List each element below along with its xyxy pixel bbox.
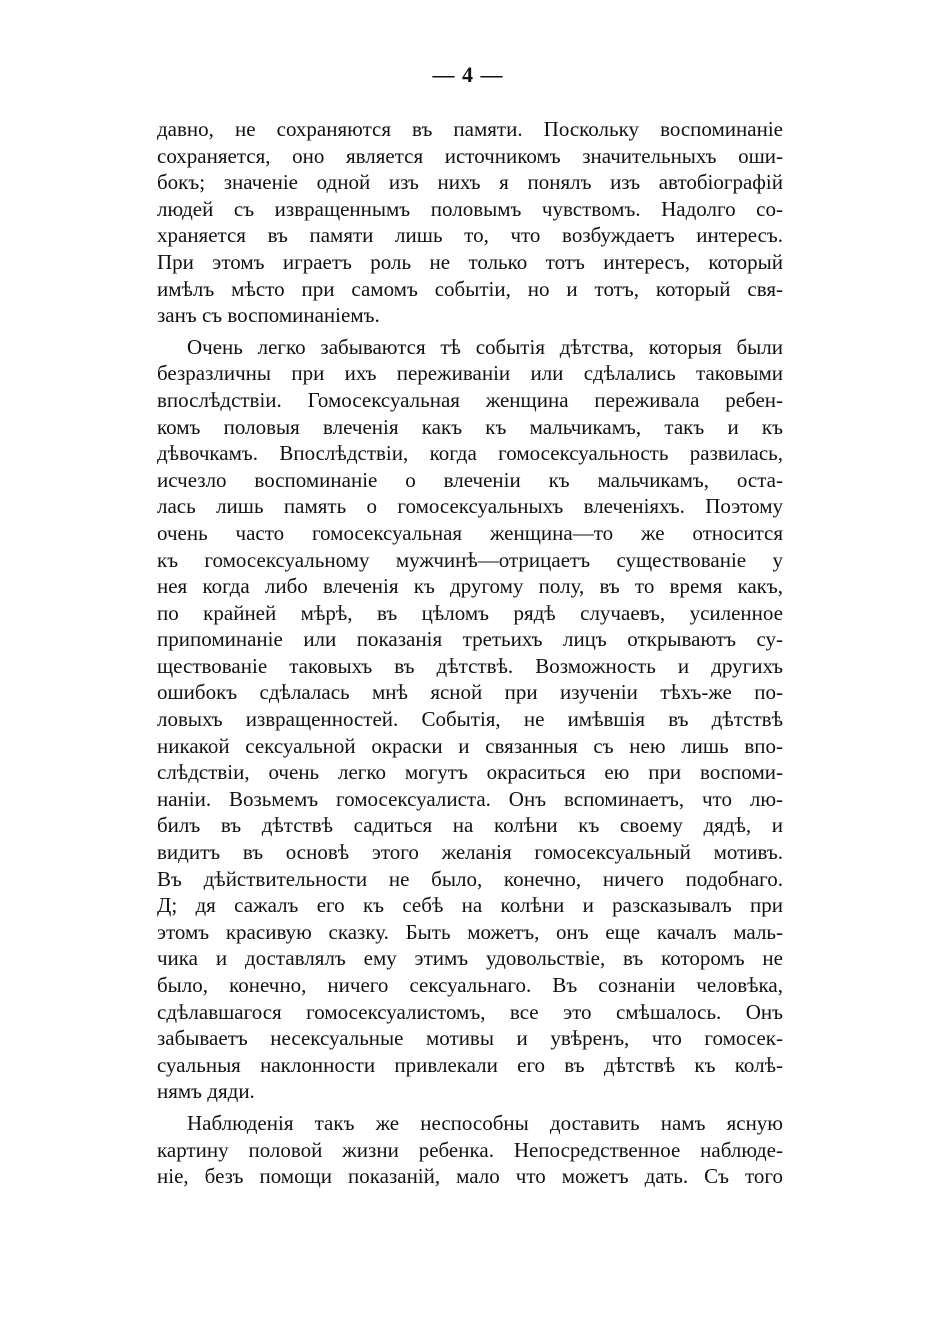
text-line: никакой сексуальной окраски и связанныя съ нею лишь впо- bbox=[157, 733, 783, 758]
text-line: занъ съ воспоминаніемъ. bbox=[157, 303, 380, 328]
text-line: лась лишь память о гомосексуальныхъ влеченіяхъ. Поэтому bbox=[157, 494, 783, 519]
paragraph-3 bbox=[157, 1110, 783, 1190]
text-line: нея когда либо влеченія къ другому полу, въ то время какъ, bbox=[157, 574, 783, 599]
text-line: забываетъ несексуальные мотивы и увѣренъ, что гомосек- bbox=[157, 1026, 783, 1051]
text-line: имѣлъ мѣсто при самомъ событіи, но и тотъ, который свя- bbox=[157, 276, 783, 301]
text-line: видитъ въ основѣ этого желанія гомосексуальный мотивъ. bbox=[157, 840, 783, 865]
text-line: ловыхъ извращенностей. Событія, не имѣвшія въ дѣтствѣ bbox=[157, 707, 783, 732]
text-line: билъ въ дѣтствѣ садиться на колѣни къ своему дядѣ, и bbox=[157, 813, 783, 838]
page-number: — 4 — bbox=[432, 62, 504, 87]
text-line: Очень легко забываются тѣ событія дѣтства, которыя были bbox=[187, 334, 783, 359]
text-line: исчезло воспоминаніе о влеченіи къ мальчикамъ, оста- bbox=[157, 467, 783, 492]
text-line: людей съ извращеннымъ половымъ чувствомъ. Надолго со- bbox=[157, 196, 783, 221]
text-line: Наблюденія такъ же неспособны доставить намъ ясную bbox=[187, 1110, 783, 1135]
text-line: храняется въ памяти лишь то, что возбуждаетъ интересъ. bbox=[157, 223, 783, 248]
paragraph-2 bbox=[157, 334, 783, 1105]
text-line: было, конечно, ничего сексуальнаго. Въ сознаніи человѣка, bbox=[157, 973, 783, 997]
text-line: къ гомосексуальному мужчинѣ—отрицаетъ существованіе у bbox=[157, 547, 783, 572]
text-line: ошибокъ сдѣлалась мнѣ ясной при изученіи тѣхъ-же по- bbox=[157, 680, 783, 705]
text-line: нямъ дяди. bbox=[157, 1079, 255, 1104]
text-line: комъ половыя влеченія какъ къ мальчикамъ, такъ и къ bbox=[157, 414, 783, 439]
text-line: суальныя наклонности привлекали его въ дѣтствѣ къ колѣ- bbox=[157, 1052, 783, 1077]
text-line: сохраняется, оно является источникомъ значительныхъ оши- bbox=[157, 143, 783, 168]
text-line: Д; дя сажалъ его къ себѣ на колѣни и разсказывалъ при bbox=[157, 893, 783, 918]
text-line: этомъ красивую сказку. Быть можетъ, онъ еще качалъ маль- bbox=[157, 919, 783, 944]
text-line: картину половой жизни ребенка. Непосредственное наблюде- bbox=[157, 1137, 783, 1162]
text-line: припоминаніе или показанія третьихъ лицъ открываютъ су- bbox=[157, 627, 783, 652]
text-line: При этомъ играетъ роль не только тотъ интересъ, который bbox=[157, 249, 783, 274]
body-text bbox=[157, 116, 783, 1190]
text-line: безразличны при ихъ переживаніи или сдѣлались таковыми bbox=[157, 361, 783, 386]
text-line: слѣдствіи, очень легко могутъ окраситься ею при воспоми- bbox=[157, 760, 783, 785]
text-line: давно, не сохраняются въ памяти. Поскольку воспоминаніе bbox=[157, 117, 783, 141]
text-line: ществованіе таковыхъ въ дѣтствѣ. Возможность и другихъ bbox=[157, 653, 783, 678]
paragraph-1 bbox=[157, 116, 783, 329]
text-line: ніе, безъ помощи показаній, мало что можетъ дать. Съ того bbox=[157, 1164, 783, 1189]
text-line: наніи. Возьмемъ гомосексуалиста. Онъ вспоминаетъ, что лю- bbox=[157, 786, 783, 811]
text-line: чика и доставлялъ ему этимъ удовольствіе, въ которомъ не bbox=[157, 946, 783, 971]
text-line: сдѣлавшагося гомосексуалистомъ, все это смѣшалось. Онъ bbox=[157, 999, 783, 1024]
text-line: по крайней мѣрѣ, въ цѣломъ рядѣ случаевъ, усиленное bbox=[157, 600, 783, 625]
text-line: Въ дѣйствительности не было, конечно, ничего подобнаго. bbox=[157, 866, 783, 891]
text-line: впослѣдствіи. Гомосексуальная женщина переживала ребен- bbox=[157, 387, 783, 412]
text-line: очень часто гомосексуальная женщина—то же относится bbox=[157, 520, 783, 545]
text-line: бокъ; значеніе одной изъ нихъ я понялъ изъ автобіографій bbox=[157, 170, 783, 195]
text-line: дѣвочкамъ. Впослѣдствіи, когда гомосексуальность развилась, bbox=[157, 441, 783, 466]
